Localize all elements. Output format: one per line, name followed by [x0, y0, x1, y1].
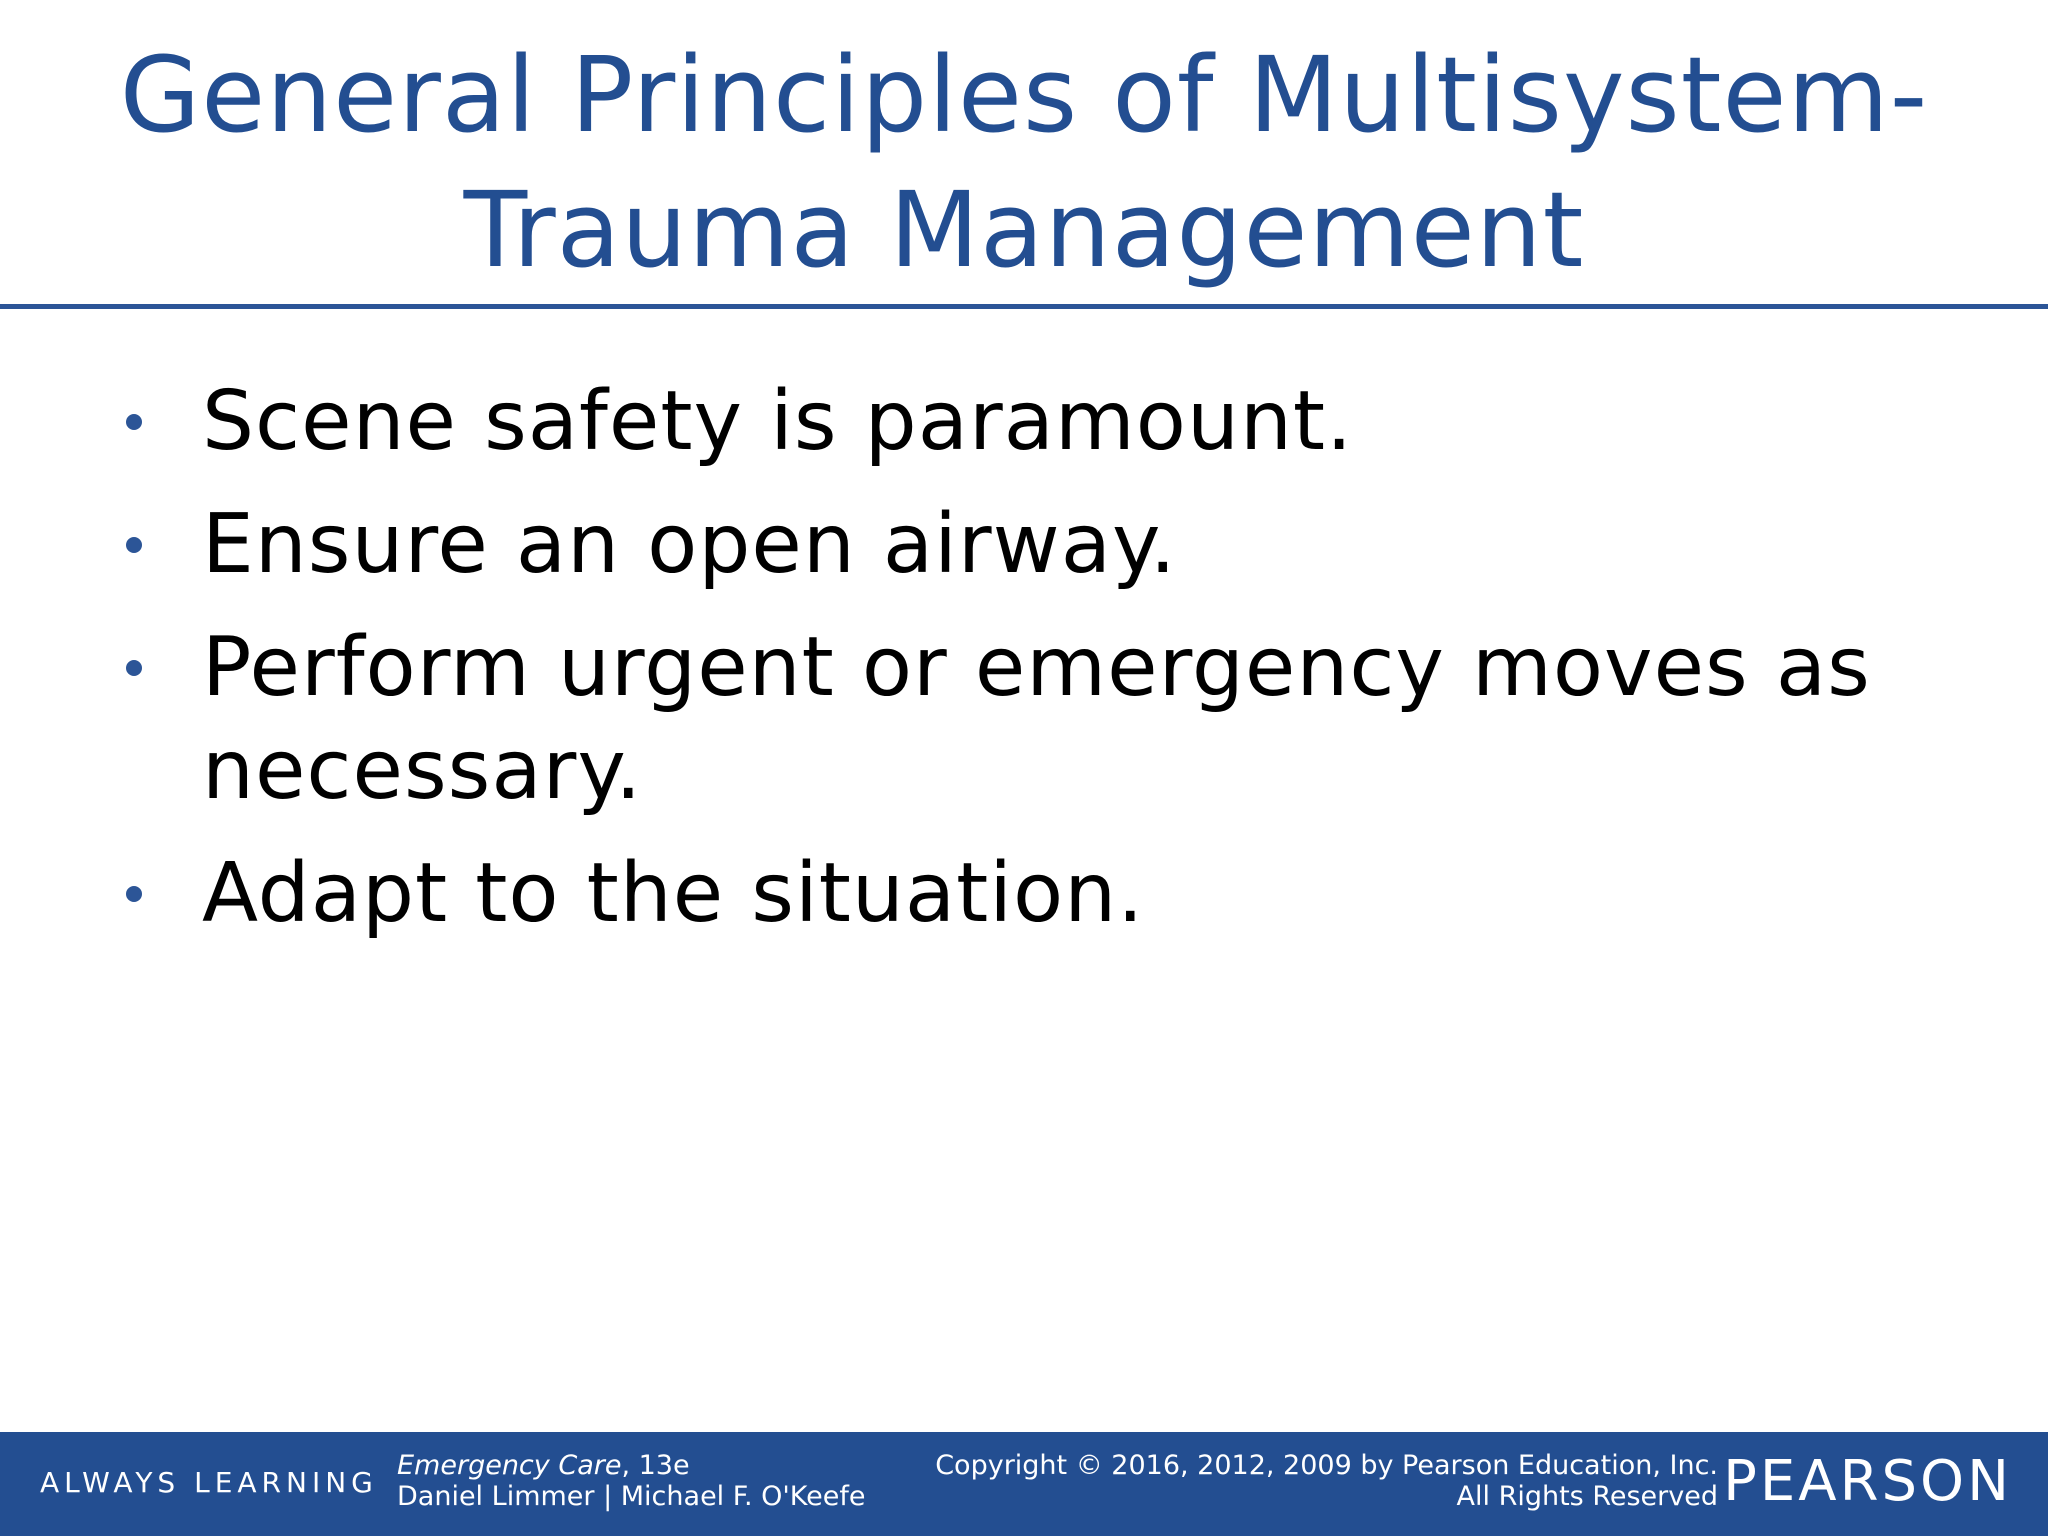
title-line-2: Trauma Management: [463, 169, 1585, 291]
bullet-text: Scene safety is paramount.: [202, 374, 1354, 469]
bullet-text: Ensure an open airway.: [202, 497, 1177, 592]
book-edition: , 13e: [621, 1450, 690, 1481]
title-divider: [0, 304, 2048, 309]
title-line-1: General Principles of Multisystem-: [119, 34, 1929, 156]
slide-title: [30, 28, 2018, 298]
bullet-item: [120, 616, 2000, 822]
book-info: [397, 1450, 866, 1512]
slide-footer: [0, 1432, 2048, 1536]
book-authors: Daniel Limmer | Michael F. O'Keefe: [397, 1481, 866, 1512]
bullet-icon: [126, 886, 142, 902]
bullet-item: [120, 493, 2000, 596]
footer-tagline: ALWAYS LEARNING: [40, 1466, 378, 1499]
bullet-list: [120, 370, 2000, 965]
title-area: [0, 0, 2048, 300]
bullet-icon: [126, 414, 142, 430]
bullet-item: [120, 370, 2000, 473]
copyright-line-2: All Rights Reserved: [1456, 1481, 1718, 1512]
copyright-line-1: Copyright © 2016, 2012, 2009 by Pearson Education, Inc.: [935, 1450, 1718, 1481]
bullet-item: [120, 842, 2000, 945]
copyright-notice: [898, 1450, 1718, 1512]
bullet-icon: [126, 537, 142, 553]
publisher-logo: PEARSON: [1723, 1449, 2012, 1514]
bullet-icon: [126, 660, 142, 676]
book-title-line: [397, 1450, 866, 1481]
bullet-text: Perform urgent or emergency moves as necessary.: [202, 620, 1871, 818]
book-title: Emergency Care: [397, 1450, 622, 1481]
bullet-text: Adapt to the situation.: [202, 846, 1145, 941]
